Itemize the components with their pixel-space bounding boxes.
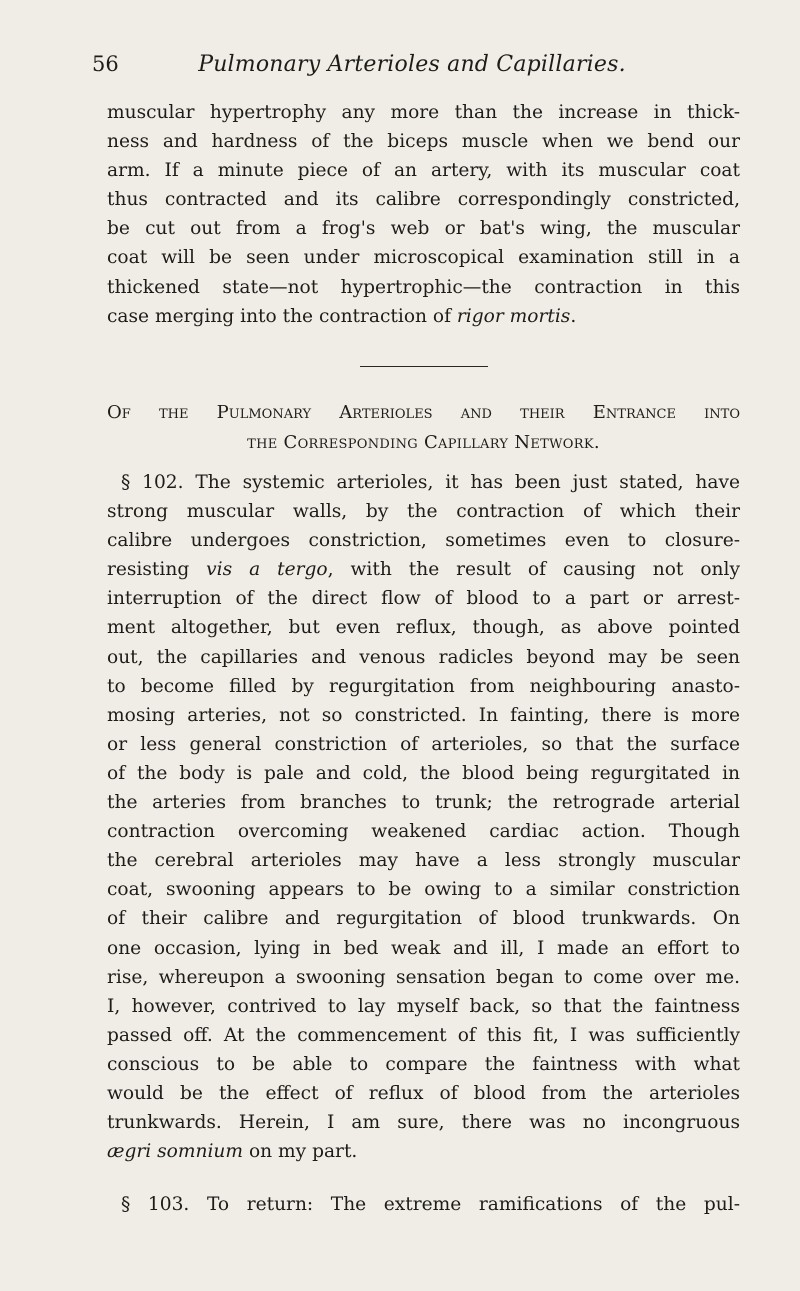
text-line: the arteries from branches to trunk; the retrograde arterial xyxy=(107,792,740,814)
paragraph-102 xyxy=(107,468,740,1166)
text-line: § 102. The systemic arterioles, it has been just stated, have xyxy=(121,472,740,493)
text-line: arm. If a minute piece of an artery, with its muscular coat xyxy=(107,160,740,182)
page-number: 56 xyxy=(92,52,119,76)
text-line: § 103. To return: The extreme ramifications of the pul- xyxy=(121,1194,740,1215)
text-line: ness and hardness of the biceps muscle when we bend our xyxy=(107,131,740,153)
text-line: passed off. At the commencement of this fit, I was sufficiently xyxy=(107,1024,740,1046)
text-line: thus contracted and its calibre correspondingly constricted, xyxy=(107,189,740,211)
text-line: to become filled by regurgitation from neighbouring anasto- xyxy=(107,675,740,697)
text-line: would be the effect of reflux of blood from the arterioles xyxy=(107,1082,740,1104)
text-line: one occasion, lying in bed weak and ill, I made an effort to xyxy=(107,937,740,959)
text-line: be cut out from a frog's web or bat's wing, the muscular xyxy=(107,218,740,240)
text-line: of the body is pale and cold, the blood being regurgitated in xyxy=(107,762,740,784)
running-title: Pulmonary Arterioles and Capillaries. xyxy=(198,52,626,77)
text-line: case merging into the contraction of rigor mortis. xyxy=(107,305,577,327)
paragraph-103 xyxy=(107,1190,740,1219)
text-line: trunkwards. Herein, I am sure, there was no incongruous xyxy=(107,1112,740,1134)
running-head xyxy=(92,52,732,84)
text-line: strong muscular walls, by the contraction of which their xyxy=(107,501,740,523)
section-divider xyxy=(360,366,488,367)
section-heading-line-1: Of the Pulmonary Arterioles and their Entrance into xyxy=(107,402,740,423)
text-line: or less general constriction of arterioles, so that the surface xyxy=(107,733,740,755)
text-line: out, the capillaries and venous radicles beyond may be seen xyxy=(107,646,740,668)
text-line: coat will be seen under microscopical examination still in a xyxy=(107,247,740,269)
text-line: conscious to be able to compare the faintness with what xyxy=(107,1053,740,1075)
section-heading xyxy=(107,398,740,458)
text-line: ment altogether, but even reflux, though, as above pointed xyxy=(107,617,740,639)
text-line: coat, swooning appears to be owing to a similar constriction xyxy=(107,879,740,901)
text-line: the cerebral arterioles may have a less strongly muscular xyxy=(107,850,740,872)
text-line: resisting vis a tergo, with the result of causing not only xyxy=(107,559,740,581)
text-line: of their calibre and regurgitation of blood trunkwards. On xyxy=(107,908,740,930)
text-line: rise, whereupon a swooning sensation began to come over me. xyxy=(107,966,740,988)
text-line: contraction overcoming weakened cardiac action. Though xyxy=(107,821,740,843)
text-line: muscular hypertrophy any more than the increase in thick- xyxy=(107,102,740,123)
text-line: thickened state—not hypertrophic—the contraction in this xyxy=(107,276,740,298)
section-heading-line-2: the Corresponding Capillary Network. xyxy=(247,432,600,453)
paragraph-1 xyxy=(107,98,740,331)
text-line: I, however, contrived to lay myself back, so that the faintness xyxy=(107,995,740,1017)
text-line: ægri somnium on my part. xyxy=(107,1141,358,1163)
text-line: calibre undergoes constriction, sometimes even to closure- xyxy=(107,530,740,552)
text-line: interruption of the direct flow of blood to a part or arrest- xyxy=(107,588,740,610)
text-line: mosing arteries, not so constricted. In fainting, there is more xyxy=(107,704,740,726)
